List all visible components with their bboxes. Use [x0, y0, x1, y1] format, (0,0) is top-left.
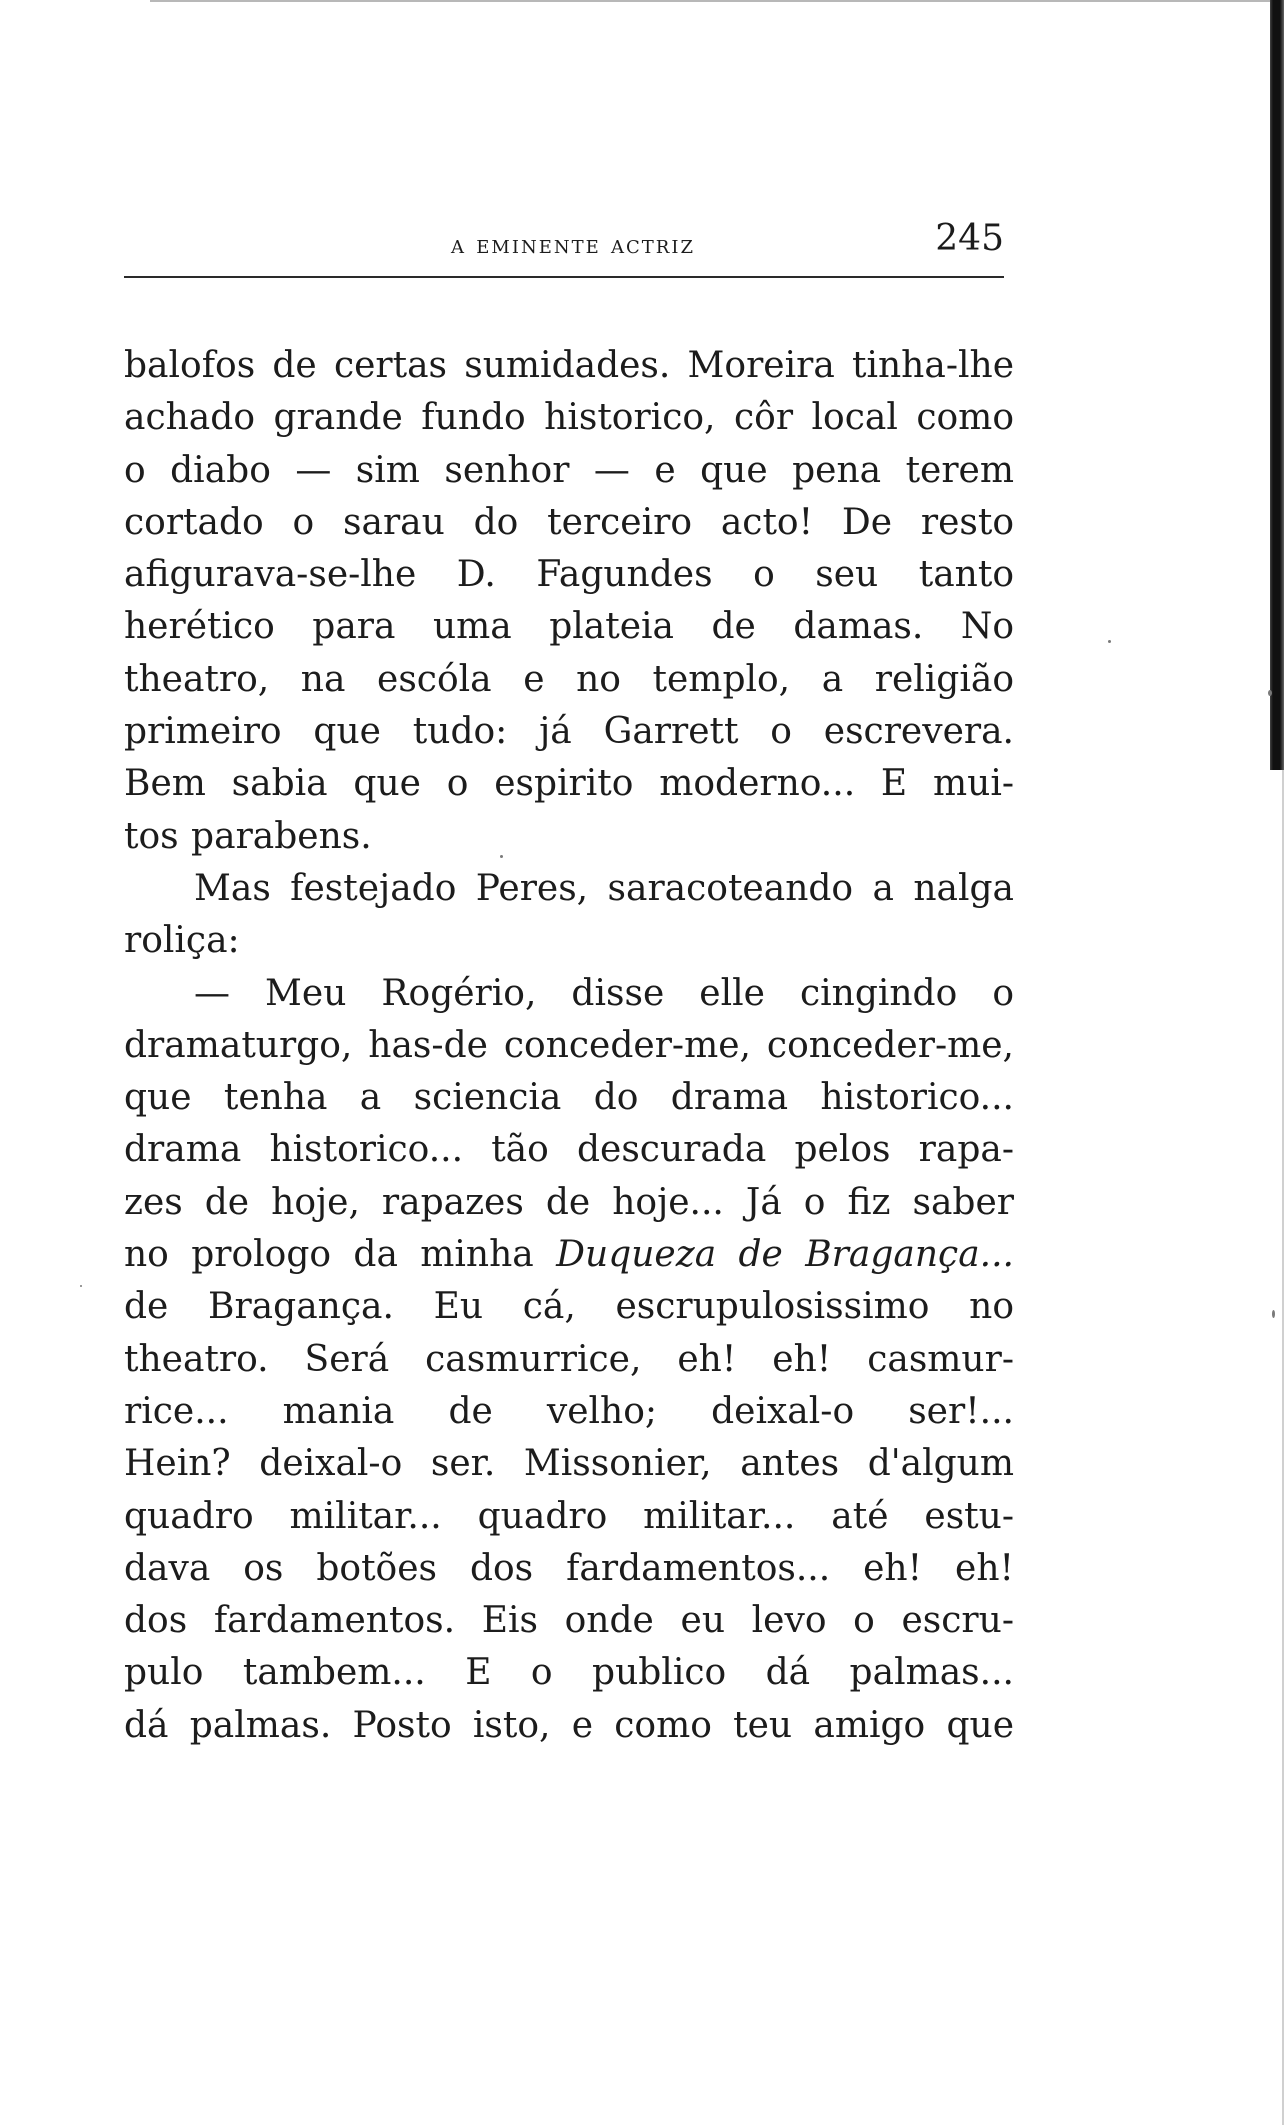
text-line: cortado o sarau do terceiro acto! De resto — [124, 501, 1014, 543]
running-title — [124, 230, 1004, 260]
text-line: de Bragança. Eu cá, escrupulosissimo no — [124, 1286, 1014, 1328]
paper-speck — [1108, 640, 1111, 643]
italic-work-title: Duqueza de Bragança... — [556, 1234, 1014, 1276]
text-line: achado grande fundo historico, côr local como — [124, 397, 1014, 439]
text-line: dava os botões dos fardamentos... eh! eh! — [124, 1547, 1014, 1589]
paper-speck — [500, 855, 503, 858]
text-line: drama historico... tão descurada pelos rapa- — [124, 1129, 1014, 1171]
text-line-paragraph-end: tos parabens. — [124, 815, 372, 857]
text-line-dialogue-start: — Meu Rogério, disse elle cingindo o — [194, 972, 1014, 1014]
text-line: theatro, na escóla e no templo, a religião — [124, 658, 1014, 700]
text-line-paragraph-start: Mas festejado Peres, saracoteando a nalga — [194, 867, 1014, 909]
text-line: primeiro que tudo: já Garrett o escrevera. — [124, 711, 1014, 753]
text-line: theatro. Será casmurrice, eh! eh! casmur- — [124, 1338, 1014, 1380]
text-line: quadro militar... quadro militar... até estu- — [124, 1495, 1014, 1537]
text-line-prefix: no prologo da minha — [124, 1234, 557, 1276]
text-line-paragraph-end: roliça: — [124, 920, 240, 962]
text-line: que tenha a sciencia do drama historico... — [124, 1077, 1014, 1119]
text-line: pulo tambem... E o publico dá palmas... — [124, 1652, 1014, 1694]
text-line: rice... mania de velho; deixal-o ser!... — [124, 1390, 1014, 1432]
text-line-with-italic — [124, 1229, 1014, 1281]
text-line: zes de hoje, rapazes de hoje... Já o fiz saber — [124, 1181, 1014, 1223]
text-line: o diabo — sim senhor — e que pena terem — [124, 449, 1014, 491]
scan-top-edge — [150, 0, 1270, 2]
page-number: 245 — [935, 218, 1004, 259]
text-line: Bem sabia que o espirito moderno... E mui- — [124, 763, 1014, 805]
body-text — [124, 340, 1014, 1752]
paper-speck — [1272, 1310, 1275, 1318]
running-head — [124, 218, 1004, 268]
text-line: herético para uma plateia de damas. No — [124, 606, 1014, 648]
running-title-text: a eminente actriz — [451, 230, 695, 260]
scan-right-edge — [1270, 0, 1284, 770]
text-line: dramaturgo, has-de conceder-me, conceder-me, — [124, 1024, 1014, 1066]
text-line: dá palmas. Posto isto, e como teu amigo que — [124, 1704, 1014, 1746]
text-line: balofos de certas sumidades. Moreira tinha-lhe — [124, 345, 1014, 386]
text-line: Hein? deixal-o ser. Missonier, antes d'algum — [124, 1443, 1014, 1485]
paper-speck — [80, 1285, 82, 1287]
header-rule — [124, 276, 1004, 278]
paper-speck — [1268, 690, 1272, 696]
text-line: afigurava-se-lhe D. Fagundes o seu tanto — [124, 554, 1014, 596]
text-line: dos fardamentos. Eis onde eu levo o escru- — [124, 1600, 1014, 1642]
